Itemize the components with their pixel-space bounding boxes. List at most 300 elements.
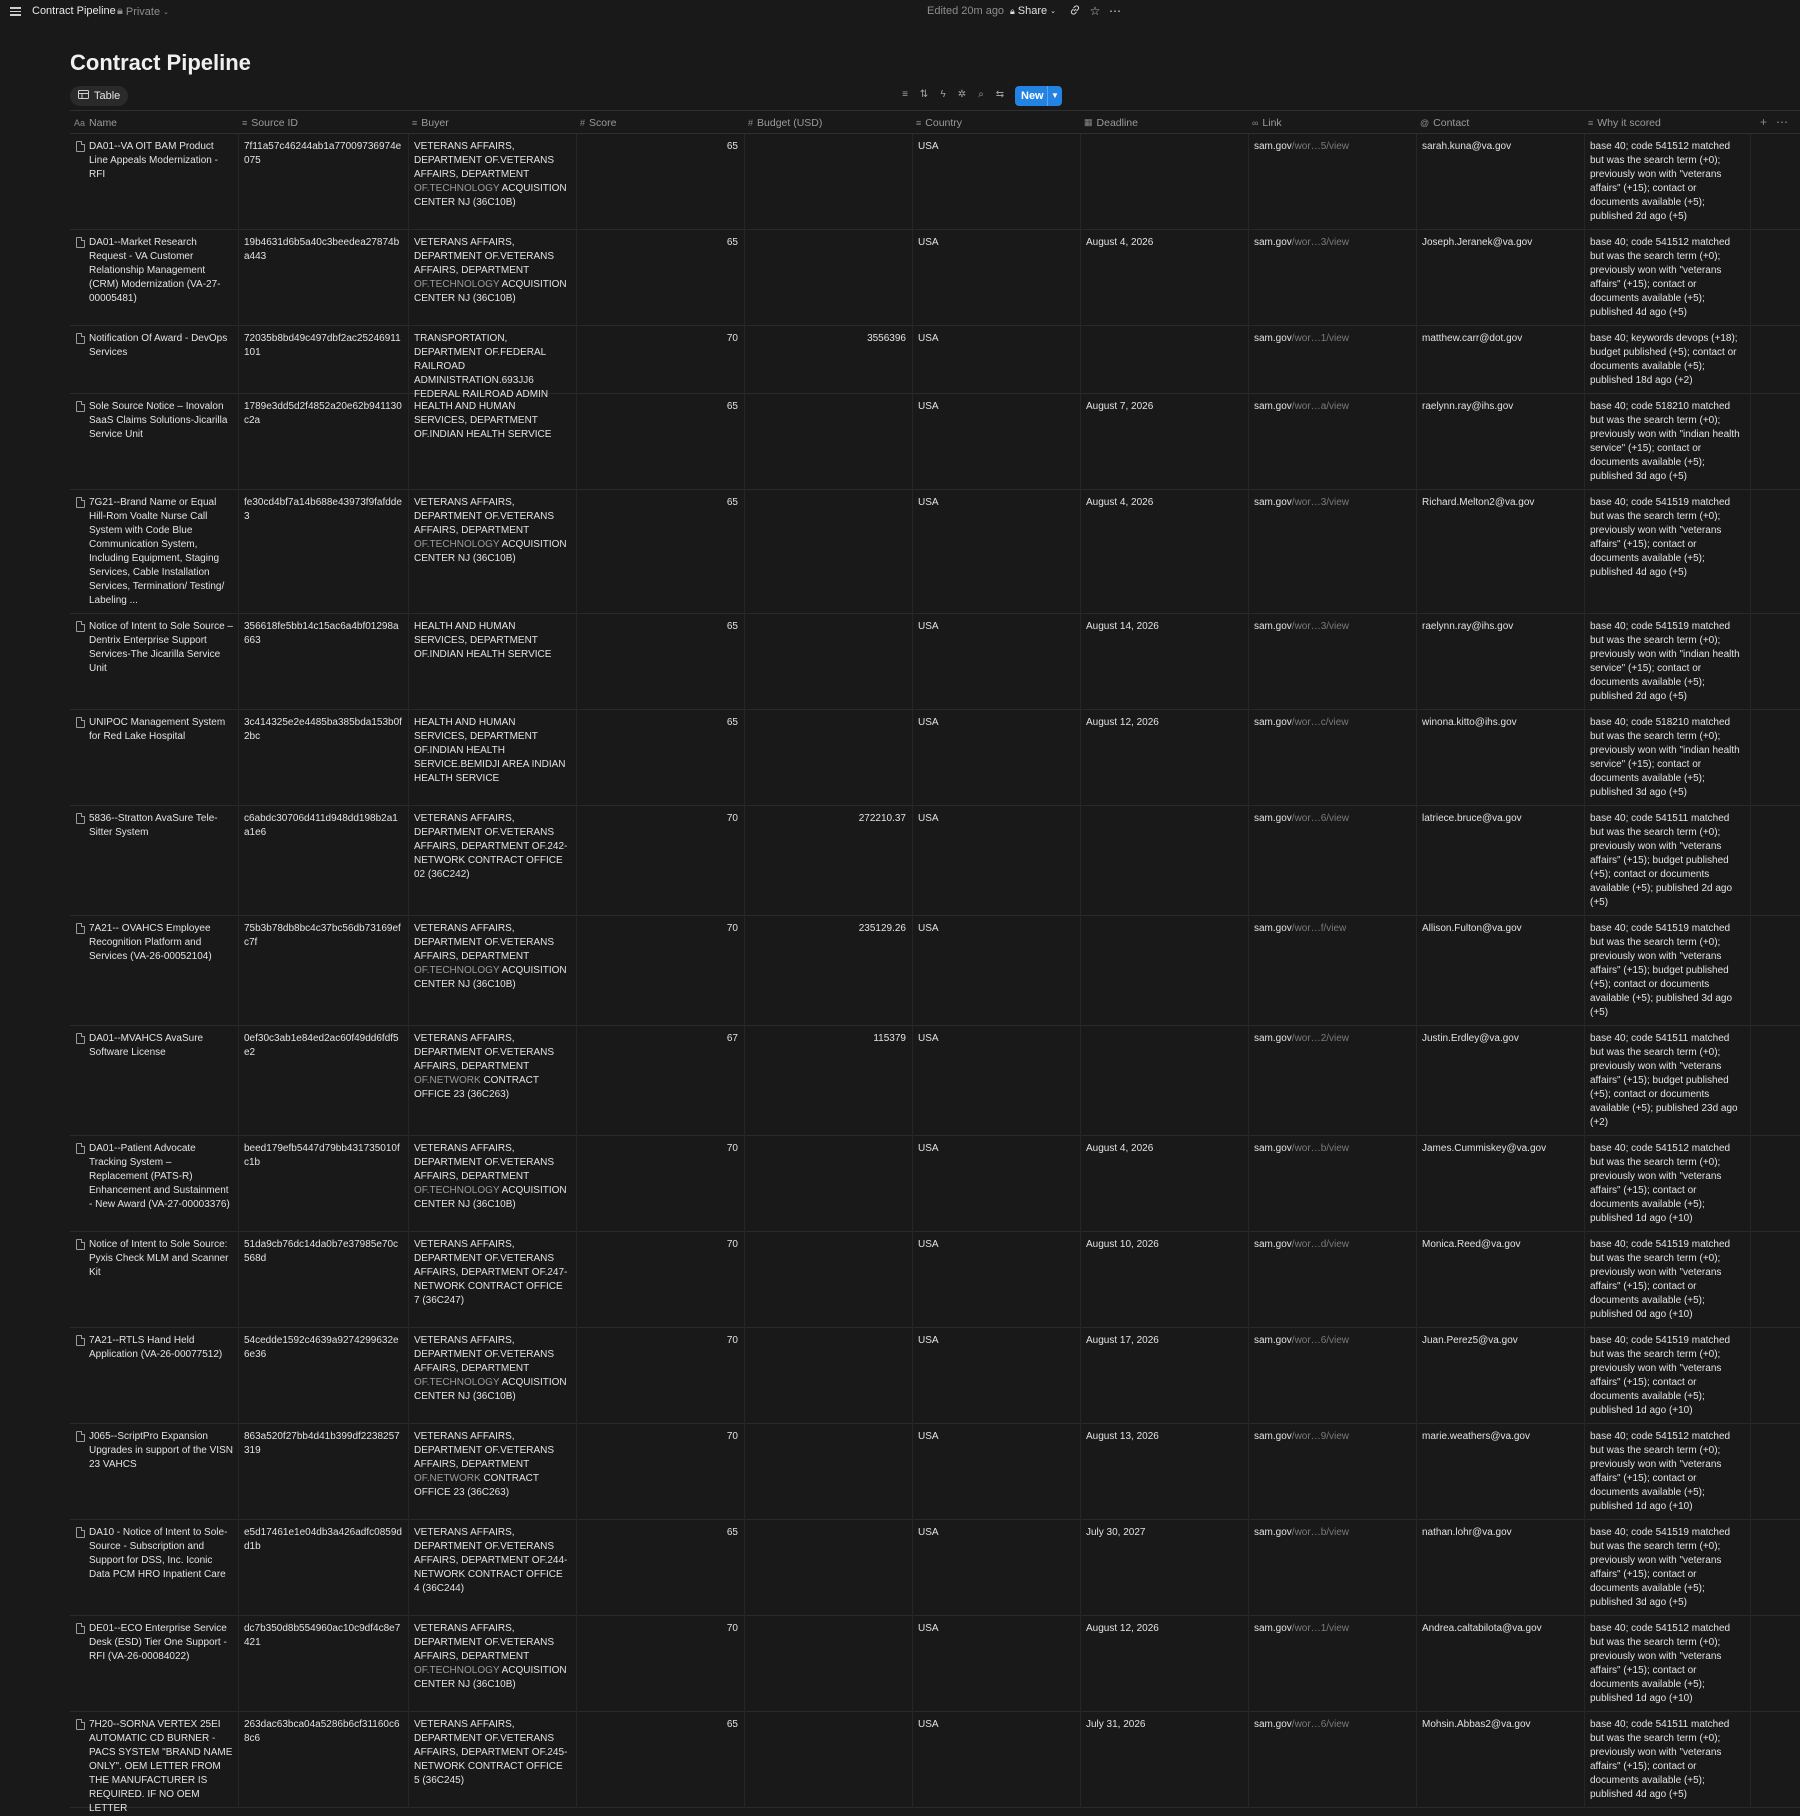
- link-icon[interactable]: [1068, 4, 1082, 18]
- buyer-text: VETERANS AFFAIRS, DEPARTMENT OF.VETERANS AFFAIRS, DEPARTMENT: [414, 141, 555, 180]
- table-row[interactable]: [70, 1424, 1800, 1520]
- link-path[interactable]: /wor…f/view: [1291, 923, 1347, 934]
- link-domain[interactable]: sam.gov: [1254, 1143, 1292, 1154]
- row-title[interactable]: 7G21--Brand Name or Equal Hill-Rom Voalte Nurse Call System with Code Blue Communication System, Including Equipment, Staging Services, Cable Installation Services, Termination/ Testing/ Labeling ...: [89, 497, 225, 606]
- cell-budget[interactable]: 235129.26: [858, 923, 906, 934]
- table-row[interactable]: [70, 134, 1800, 230]
- page-icon: [76, 1143, 85, 1154]
- table-row[interactable]: [70, 1136, 1800, 1232]
- cell-buyer[interactable]: [408, 620, 576, 662]
- buyer-text: VETERANS AFFAIRS, DEPARTMENT OF.VETERANS AFFAIRS, DEPARTMENT: [414, 1335, 555, 1374]
- cell-name[interactable]: [70, 1334, 238, 1362]
- buyer-text-rest: ACQUISITION CENTER NJ (36C10B): [414, 1377, 567, 1402]
- cell-source-id[interactable]: 1789e3dd5d2f4852a20e62b941130c2a: [244, 401, 402, 426]
- cell-why-scored[interactable]: base 40; code 541519 matched but was the search term (+0); previously won with "veterans affairs" (+15); budget published (+5); contact or documents available (+5); published 3d ago (+5): [1590, 923, 1733, 1018]
- cell-budget[interactable]: 3556396: [867, 333, 906, 344]
- link-domain[interactable]: sam.gov: [1254, 1527, 1292, 1538]
- cell-why-scored[interactable]: base 40; code 541511 matched but was the search term (+0); previously won with "veterans affairs" (+15); budget published (+5); contact or documents available (+5); published 23d ago (+2): [1590, 1033, 1738, 1128]
- cell-score[interactable]: 65: [726, 237, 738, 248]
- cell-link[interactable]: [1248, 1142, 1416, 1156]
- row-title[interactable]: J065--ScriptPro Expansion Upgrades in support of the VISN 23 VAHCS: [89, 1431, 233, 1470]
- link-path[interactable]: /wor…a/view: [1291, 401, 1350, 412]
- cell-country[interactable]: USA: [918, 1335, 939, 1346]
- cell-country[interactable]: USA: [918, 621, 939, 632]
- row-title[interactable]: 7A21--RTLS Hand Held Application (VA-26-00077512): [89, 1335, 223, 1360]
- cell-buyer[interactable]: [408, 400, 576, 442]
- link-domain[interactable]: sam.gov: [1254, 717, 1292, 728]
- cell-score[interactable]: 65: [726, 401, 738, 412]
- buyer-text-highlight: OF.TECHNOLOGY: [414, 1185, 500, 1196]
- table-row[interactable]: [70, 916, 1800, 1026]
- cell-why-scored[interactable]: base 40; code 541519 matched but was the search term (+0); previously won with "veterans affairs" (+15); contact or documents available (+5); published 4d ago (+5): [1590, 497, 1731, 578]
- link-path[interactable]: /wor…3/view: [1291, 621, 1350, 632]
- link-path[interactable]: /wor…1/view: [1291, 1623, 1350, 1634]
- cell-deadline[interactable]: August 13, 2026: [1086, 1431, 1159, 1442]
- cell-budget[interactable]: 115379: [873, 1033, 906, 1044]
- cell-why-scored[interactable]: base 40; code 541519 matched but was the search term (+0); previously won with "indian health service" (+15); contact or documents available (+5); published 2d ago (+5): [1590, 621, 1740, 702]
- column-label: Why it scored: [1597, 116, 1661, 129]
- column-divider: [1416, 134, 1417, 1808]
- cell-contact[interactable]: Joseph.Jeranek@va.gov: [1422, 237, 1533, 248]
- lock-icon: 🔒︎: [117, 5, 123, 17]
- link-domain[interactable]: sam.gov: [1254, 333, 1292, 344]
- new-button[interactable]: [1015, 86, 1062, 106]
- cell-source-id[interactable]: 72035b8bd49c497dbf2ac25246911101: [244, 333, 401, 358]
- link-path[interactable]: /wor…9/view: [1291, 1431, 1350, 1442]
- row-title[interactable]: 7A21-- OVAHCS Employee Recognition Platform and Services (VA-26-00052104): [89, 923, 212, 962]
- cell-deadline[interactable]: August 7, 2026: [1086, 401, 1154, 412]
- cell-why-scored[interactable]: base 40; code 541512 matched but was the search term (+0); previously won with "veterans affairs" (+15); contact or documents available (+5); published 1d ago (+10): [1590, 1623, 1731, 1704]
- cell-buyer[interactable]: [408, 1238, 576, 1308]
- cell-score[interactable]: 67: [726, 1033, 738, 1044]
- cell-country[interactable]: USA: [918, 1431, 939, 1442]
- cell-name[interactable]: [70, 1526, 238, 1582]
- cell-link[interactable]: [1248, 1334, 1416, 1348]
- page-icon: [76, 1527, 85, 1538]
- link-path[interactable]: /wor…d/view: [1291, 1239, 1350, 1250]
- text-type-icon: ≡: [1588, 117, 1594, 128]
- column-divider: [744, 134, 745, 1808]
- privacy-selector[interactable]: [117, 5, 169, 18]
- column-header-budget[interactable]: [744, 111, 822, 134]
- cell-link[interactable]: [1248, 1238, 1416, 1252]
- settings-sliders-icon[interactable]: ⇆: [995, 89, 1005, 100]
- buyer-text: HEALTH AND HUMAN SERVICES, DEPARTMENT OF.INDIAN HEALTH SERVICE.BEMIDJI AREA INDIAN HEALTH SERVICE: [414, 717, 566, 784]
- cell-contact[interactable]: Juan.Perez5@va.gov: [1422, 1335, 1518, 1346]
- table-icon: [78, 90, 89, 102]
- table-row[interactable]: [70, 1026, 1800, 1136]
- buyer-text-highlight: OF.TECHNOLOGY: [414, 965, 500, 976]
- buyer-text-rest: CONTRACT OFFICE 23 (36C263): [414, 1473, 539, 1498]
- cell-source-id[interactable]: c6abdc30706d411d948dd198b2a1a1e6: [244, 813, 398, 838]
- cell-score[interactable]: 70: [726, 813, 738, 824]
- tab-label: Table: [94, 90, 121, 102]
- cell-source-id[interactable]: 19b4631d6b5a40c3beedea27874ba443: [244, 237, 400, 262]
- chevron-down-icon: ⌄: [163, 8, 169, 16]
- row-title[interactable]: DA01--Market Research Request - VA Customer Relationship Management (CRM) Modernization (VA-27-00005481): [89, 237, 221, 304]
- table-row[interactable]: [70, 326, 1800, 400]
- column-divider: [576, 134, 577, 1808]
- link-path[interactable]: /wor…b/view: [1291, 1143, 1350, 1154]
- cell-link[interactable]: [1248, 1622, 1416, 1636]
- link-domain[interactable]: sam.gov: [1254, 1033, 1292, 1044]
- table-row[interactable]: [70, 1232, 1800, 1328]
- column-header-source-id[interactable]: [238, 111, 298, 134]
- link-path[interactable]: /wor…b/view: [1291, 1527, 1350, 1538]
- cell-contact[interactable]: raelynn.ray@ihs.gov: [1422, 621, 1514, 632]
- buyer-text: VETERANS AFFAIRS, DEPARTMENT OF.VETERANS AFFAIRS, DEPARTMENT: [414, 923, 555, 962]
- share-button[interactable]: [1010, 5, 1056, 17]
- cell-buyer[interactable]: [408, 332, 576, 402]
- cell-source-id[interactable]: 263dac63bca04a5286b6cf31160c68c6: [244, 1719, 400, 1744]
- page-icon: [76, 1033, 85, 1044]
- search-icon[interactable]: ⌕: [978, 89, 984, 100]
- table-row[interactable]: [70, 490, 1800, 614]
- link-path[interactable]: /wor…3/view: [1291, 237, 1350, 248]
- link-path[interactable]: /wor…6/view: [1291, 1335, 1350, 1346]
- edited-timestamp: Edited 20m ago: [927, 5, 1005, 17]
- cell-name[interactable]: [70, 1142, 238, 1212]
- add-column-icon[interactable]: +: [1760, 115, 1768, 129]
- cell-country[interactable]: USA: [918, 141, 939, 152]
- cell-why-scored[interactable]: base 40; code 518210 matched but was the search term (+0); previously won with "indian health service" (+15); contact or documents available (+5); published 3d ago (+5): [1590, 401, 1740, 482]
- cell-link[interactable]: [1248, 400, 1416, 414]
- buyer-text: HEALTH AND HUMAN SERVICES, DEPARTMENT OF.INDIAN HEALTH SERVICE: [414, 401, 552, 440]
- link-domain[interactable]: sam.gov: [1254, 1431, 1292, 1442]
- cell-deadline[interactable]: August 12, 2026: [1086, 1623, 1159, 1634]
- cell-name[interactable]: [70, 1622, 238, 1664]
- row-title[interactable]: UNIPOC Management System for Red Lake Hospital: [89, 717, 226, 742]
- column-divider: [408, 134, 409, 1808]
- link-domain[interactable]: sam.gov: [1254, 1335, 1292, 1346]
- link-domain[interactable]: sam.gov: [1254, 1623, 1292, 1634]
- cell-source-id[interactable]: e5d17461e1e04db3a426adfc0859dd1b: [244, 1527, 402, 1552]
- cell-country[interactable]: USA: [918, 401, 939, 412]
- column-divider: [238, 134, 239, 1808]
- cell-source-id[interactable]: 0ef30c3ab1e84ed2ac60f49dd6fdf5e2: [244, 1033, 399, 1058]
- cell-link[interactable]: [1248, 332, 1416, 346]
- table-row[interactable]: [70, 230, 1800, 326]
- cell-link[interactable]: [1248, 620, 1416, 634]
- cell-score[interactable]: 70: [726, 1623, 738, 1634]
- cell-buyer[interactable]: [408, 1622, 576, 1692]
- row-title[interactable]: 7H20--SORNA VERTEX 25EI AUTOMATIC CD BURNER - PACS SYSTEM "BRAND NAME ONLY". OEM LETTER FROM THE MANUFACTURER IS REQUIRED. IF NO OEM LETTER: [89, 1719, 233, 1814]
- cell-buyer[interactable]: [408, 236, 576, 306]
- cell-buyer[interactable]: [408, 1526, 576, 1596]
- cell-source-id[interactable]: 75b3b78db8bc4c37bc56db73169efc7f: [244, 923, 401, 948]
- sidebar-menu-icon[interactable]: [10, 5, 22, 19]
- cell-deadline[interactable]: August 14, 2026: [1086, 621, 1159, 632]
- link-path[interactable]: /wor…6/view: [1291, 1719, 1350, 1730]
- cell-contact[interactable]: sarah.kuna@va.gov: [1422, 141, 1512, 152]
- cell-contact[interactable]: Monica.Reed@va.gov: [1422, 1239, 1521, 1250]
- cell-buyer[interactable]: [408, 1430, 576, 1500]
- cell-name[interactable]: [70, 1238, 238, 1280]
- buyer-text: TRANSPORTATION, DEPARTMENT OF.FEDERAL RAILROAD ADMINISTRATION.693JJ6 FEDERAL RAILROAD ADMIN: [414, 333, 549, 400]
- row-title[interactable]: DE01--ECO Enterprise Service Desk (ESD) Tier One Support - RFI (VA-26-00084022): [89, 1623, 227, 1662]
- cell-name[interactable]: [70, 496, 238, 608]
- link-path[interactable]: /wor…6/view: [1291, 813, 1350, 824]
- tab-table-view[interactable]: [70, 86, 128, 106]
- cell-buyer[interactable]: [408, 1334, 576, 1404]
- chevron-down-icon[interactable]: ▼: [1047, 86, 1062, 106]
- link-domain[interactable]: sam.gov: [1254, 237, 1292, 248]
- row-title[interactable]: Notice of Intent to Sole Source – Dentrix Enterprise Support Services-The Jicarilla Service Unit: [89, 621, 233, 674]
- cell-buyer[interactable]: [408, 922, 576, 992]
- column-header-link[interactable]: [1248, 111, 1282, 134]
- cell-name[interactable]: [70, 236, 238, 306]
- cell-deadline[interactable]: August 4, 2026: [1086, 497, 1154, 508]
- cell-source-id[interactable]: 356618fe5bb14c15ac6a4bf01298a663: [244, 621, 399, 646]
- cell-name[interactable]: [70, 620, 238, 676]
- cell-contact[interactable]: James.Cummiskey@va.gov: [1422, 1143, 1547, 1154]
- cell-buyer[interactable]: [408, 1718, 576, 1788]
- cell-score[interactable]: 70: [726, 1335, 738, 1346]
- cell-link[interactable]: [1248, 236, 1416, 250]
- cell-contact[interactable]: Richard.Melton2@va.gov: [1422, 497, 1535, 508]
- cell-why-scored[interactable]: base 40; code 541519 matched but was the search term (+0); previously won with "veterans affairs" (+15); contact or documents available (+5); published 3d ago (+5): [1590, 1527, 1731, 1608]
- cell-country[interactable]: USA: [918, 333, 939, 344]
- row-title[interactable]: Notification Of Award - DevOps Services: [89, 333, 228, 358]
- cell-score[interactable]: 65: [726, 141, 738, 152]
- table-row[interactable]: [70, 710, 1800, 806]
- cell-why-scored[interactable]: base 40; keywords devops (+18); budget published (+5); contact or documents available (+5); published 18d ago (+2): [1590, 333, 1738, 386]
- cell-source-id[interactable]: 54cedde1592c4639a9274299632e6e36: [244, 1335, 399, 1360]
- cell-deadline[interactable]: July 31, 2026: [1086, 1719, 1146, 1730]
- cell-buyer[interactable]: [408, 140, 576, 210]
- cell-country[interactable]: USA: [918, 1143, 939, 1154]
- cell-why-scored[interactable]: base 40; code 541512 matched but was the search term (+0); previously won with "veterans affairs" (+15); contact or documents available (+5); published 4d ago (+5): [1590, 237, 1731, 318]
- link-domain[interactable]: sam.gov: [1254, 497, 1292, 508]
- cell-link[interactable]: [1248, 140, 1416, 154]
- cell-name[interactable]: [70, 140, 238, 182]
- table-row[interactable]: [70, 1328, 1800, 1424]
- cell-buyer[interactable]: [408, 1032, 576, 1102]
- buyer-text: HEALTH AND HUMAN SERVICES, DEPARTMENT OF.INDIAN HEALTH SERVICE: [414, 621, 552, 660]
- cell-score[interactable]: 70: [726, 1431, 738, 1442]
- cell-why-scored[interactable]: base 40; code 541511 matched but was the search term (+0); previously won with "veterans affairs" (+15); contact or documents available (+5); published 4d ago (+5): [1590, 1719, 1730, 1800]
- table-row[interactable]: [70, 1712, 1800, 1814]
- link-domain[interactable]: sam.gov: [1254, 1719, 1292, 1730]
- cell-source-id[interactable]: 863a520f27bb4d41b399df2238257319: [244, 1431, 400, 1456]
- cell-name[interactable]: [70, 1718, 238, 1816]
- cell-budget[interactable]: 272210.37: [858, 813, 906, 824]
- buyer-text-highlight: OF.TECHNOLOGY: [414, 279, 500, 290]
- cell-source-id[interactable]: 7f11a57c46244ab1a77009736974e075: [244, 141, 402, 166]
- cell-score[interactable]: 65: [726, 1527, 738, 1538]
- cell-deadline[interactable]: August 10, 2026: [1086, 1239, 1159, 1250]
- page-icon: [76, 717, 85, 728]
- cell-link[interactable]: [1248, 1718, 1416, 1732]
- cell-buyer[interactable]: [408, 716, 576, 786]
- text-type-icon: ≡: [916, 117, 922, 128]
- row-title[interactable]: DA01--VA OIT BAM Product Line Appeals Modernization - RFI: [89, 141, 218, 180]
- link-domain[interactable]: sam.gov: [1254, 401, 1292, 412]
- more-options-icon[interactable]: ⋯: [1776, 115, 1788, 129]
- cell-why-scored[interactable]: base 40; code 541519 matched but was the search term (+0); previously won with "veterans affairs" (+15); contact or documents available (+5); published 1d ago (+10): [1590, 1335, 1731, 1416]
- row-title[interactable]: DA01--MVAHCS AvaSure Software License: [89, 1033, 204, 1058]
- cell-score[interactable]: 70: [726, 1239, 738, 1250]
- page-icon: [76, 923, 85, 934]
- page-icon: [76, 237, 85, 248]
- cell-why-scored[interactable]: base 40; code 541512 matched but was the search term (+0); previously won with "veterans affairs" (+15); contact or documents available (+5); published 2d ago (+5): [1590, 141, 1731, 222]
- buyer-text-highlight: OF.TECHNOLOGY: [414, 539, 500, 550]
- cell-source-id[interactable]: beed179efb5447d79bb431735010fc1b: [244, 1143, 400, 1168]
- cell-link[interactable]: [1248, 1526, 1416, 1540]
- cell-country[interactable]: USA: [918, 1239, 939, 1250]
- at-sign-icon: @: [1420, 117, 1430, 128]
- page-icon: [76, 497, 85, 508]
- column-header-buyer[interactable]: [408, 111, 449, 134]
- column-label: Source ID: [251, 116, 298, 129]
- cell-score[interactable]: 65: [726, 497, 738, 508]
- cell-why-scored[interactable]: base 40; code 541512 matched but was the search term (+0); previously won with "veterans affairs" (+15); contact or documents available (+5); published 1d ago (+10): [1590, 1143, 1731, 1224]
- cell-why-scored[interactable]: base 40; code 541511 matched but was the search term (+0); previously won with "veterans affairs" (+15); budget published (+5); contact or documents available (+5); published 2d ago (+5): [1590, 813, 1733, 908]
- table-row[interactable]: [70, 1520, 1800, 1616]
- cell-contact[interactable]: Allison.Fulton@va.gov: [1422, 923, 1522, 934]
- cell-deadline[interactable]: August 12, 2026: [1086, 717, 1159, 728]
- link-path[interactable]: /wor…1/view: [1291, 333, 1350, 344]
- row-title[interactable]: Sole Source Notice – Inovalon SaaS Claims Solutions-Jicarilla Service Unit: [89, 401, 228, 440]
- column-header-country[interactable]: [912, 111, 962, 134]
- cell-buyer[interactable]: [408, 496, 576, 566]
- page-icon: [76, 401, 85, 412]
- link-domain[interactable]: sam.gov: [1254, 923, 1292, 934]
- row-title[interactable]: DA10 - Notice of Intent to Sole-Source - Subscription and Support for DSS, Inc. Iconic Data PCM HRO Inpatient Care: [89, 1527, 228, 1580]
- column-header-why-scored[interactable]: [1584, 111, 1661, 134]
- cell-deadline[interactable]: August 4, 2026: [1086, 1143, 1154, 1154]
- buyer-text-highlight: OF.TECHNOLOGY: [414, 183, 500, 194]
- column-header-score[interactable]: [576, 111, 616, 134]
- table-row[interactable]: [70, 614, 1800, 710]
- column-header-contact[interactable]: [1416, 111, 1469, 134]
- cell-country[interactable]: USA: [918, 1033, 939, 1044]
- link-domain[interactable]: sam.gov: [1254, 813, 1292, 824]
- sort-icon[interactable]: ⇅: [919, 89, 929, 100]
- cell-name[interactable]: [70, 400, 238, 442]
- cell-score[interactable]: 65: [726, 1719, 738, 1730]
- column-label: Contact: [1433, 116, 1470, 129]
- cell-link[interactable]: [1248, 1032, 1416, 1046]
- cell-country[interactable]: USA: [918, 1719, 939, 1730]
- table-row[interactable]: [70, 394, 1800, 490]
- cell-buyer[interactable]: [408, 812, 576, 882]
- cell-deadline[interactable]: August 4, 2026: [1086, 237, 1154, 248]
- cell-country[interactable]: USA: [918, 923, 939, 934]
- cell-country[interactable]: USA: [918, 1623, 939, 1634]
- cell-country[interactable]: USA: [918, 497, 939, 508]
- more-options-icon[interactable]: ⋯: [1109, 4, 1121, 18]
- cell-contact[interactable]: Justin.Erdley@va.gov: [1422, 1033, 1519, 1044]
- row-title[interactable]: DA01--Patient Advocate Tracking System – Replacement (PATS-R) Enhancement and Sustainment - New Award (VA-27-00003376): [89, 1143, 230, 1210]
- cell-link[interactable]: [1248, 496, 1416, 510]
- cell-source-id[interactable]: fe30cd4bf7a14b688e43973f9fafdde3: [244, 497, 402, 522]
- cell-why-scored[interactable]: base 40; code 541512 matched but was the search term (+0); previously won with "veterans affairs" (+15); contact or documents available (+5); published 1d ago (+10): [1590, 1431, 1731, 1512]
- cell-name[interactable]: [70, 922, 238, 964]
- link-domain[interactable]: sam.gov: [1254, 621, 1292, 632]
- cell-name[interactable]: [70, 716, 238, 744]
- cell-contact[interactable]: winona.kitto@ihs.gov: [1422, 717, 1517, 728]
- share-label: Share: [1017, 5, 1048, 17]
- cell-score[interactable]: 70: [726, 1143, 738, 1154]
- automation-icon[interactable]: ϟ: [940, 89, 946, 100]
- cell-country[interactable]: USA: [918, 813, 939, 824]
- link-path[interactable]: /wor…c/view: [1291, 717, 1349, 728]
- cell-link[interactable]: [1248, 922, 1416, 936]
- cell-deadline[interactable]: August 17, 2026: [1086, 1335, 1159, 1346]
- cell-score[interactable]: 70: [726, 333, 738, 344]
- cell-name[interactable]: [70, 1032, 238, 1060]
- cell-deadline[interactable]: July 30, 2027: [1086, 1527, 1146, 1538]
- filter-icon[interactable]: ≡: [902, 89, 908, 100]
- cell-link[interactable]: [1248, 812, 1416, 826]
- cell-contact[interactable]: latriece.bruce@va.gov: [1422, 813, 1522, 824]
- row-title[interactable]: 5836--Stratton AvaSure Tele-Sitter System: [89, 813, 218, 838]
- cell-source-id[interactable]: 3c414325e2e4485ba385bda153b0f2bc: [244, 717, 402, 742]
- cell-why-scored[interactable]: base 40; code 541519 matched but was the search term (+0); previously won with "veterans affairs" (+15); contact or documents available (+5); published 0d ago (+10): [1590, 1239, 1731, 1320]
- star-icon[interactable]: ☆: [1089, 4, 1101, 18]
- buyer-text: VETERANS AFFAIRS, DEPARTMENT OF.VETERANS AFFAIRS, DEPARTMENT OF.244-NETWORK CONTRACT OFFICE 4 (36C244): [414, 1527, 568, 1594]
- link-domain[interactable]: sam.gov: [1254, 1239, 1292, 1250]
- page-icon: [76, 1239, 85, 1250]
- cell-country[interactable]: USA: [918, 717, 939, 728]
- buyer-text: VETERANS AFFAIRS, DEPARTMENT OF.VETERANS AFFAIRS, DEPARTMENT: [414, 1431, 555, 1470]
- ai-sparkle-icon[interactable]: ✲: [957, 89, 967, 100]
- link-path[interactable]: /wor…5/view: [1291, 141, 1350, 152]
- row-title[interactable]: Notice of Intent to Sole Source: Pyxis Check MLM and Scanner Kit: [89, 1239, 229, 1278]
- cell-country[interactable]: USA: [918, 237, 939, 248]
- breadcrumb-title[interactable]: Contract Pipeline: [32, 5, 116, 17]
- link-path[interactable]: /wor…2/view: [1291, 1033, 1350, 1044]
- cell-name[interactable]: [70, 332, 238, 360]
- cell-score[interactable]: 65: [726, 717, 738, 728]
- column-header-deadline[interactable]: [1080, 111, 1138, 134]
- link-path[interactable]: /wor…3/view: [1291, 497, 1350, 508]
- cell-contact[interactable]: nathan.lohr@va.gov: [1422, 1527, 1512, 1538]
- cell-country[interactable]: USA: [918, 1527, 939, 1538]
- cell-contact[interactable]: raelynn.ray@ihs.gov: [1422, 401, 1514, 412]
- cell-source-id[interactable]: dc7b350d8b554960ac10c9df4c8e7421: [244, 1623, 401, 1648]
- cell-name[interactable]: [70, 812, 238, 840]
- buyer-text-rest: CONTRACT OFFICE 23 (36C263): [414, 1075, 539, 1100]
- cell-why-scored[interactable]: base 40; code 518210 matched but was the search term (+0); previously won with "indian health service" (+15); contact or documents available (+5); published 3d ago (+5): [1590, 717, 1740, 798]
- cell-contact[interactable]: Mohsin.Abbas2@va.gov: [1422, 1719, 1531, 1730]
- cell-contact[interactable]: marie.weathers@va.gov: [1422, 1431, 1530, 1442]
- buyer-text: VETERANS AFFAIRS, DEPARTMENT OF.VETERANS AFFAIRS, DEPARTMENT OF.247-NETWORK CONTRACT OFFICE 7 (36C247): [414, 1239, 568, 1306]
- cell-link[interactable]: [1248, 716, 1416, 730]
- cell-score[interactable]: 65: [726, 621, 738, 632]
- buyer-text-rest: ACQUISITION CENTER NJ (36C10B): [414, 183, 567, 208]
- link-domain[interactable]: sam.gov: [1254, 141, 1292, 152]
- table-row[interactable]: [70, 806, 1800, 916]
- buyer-text-highlight: OF.NETWORK: [414, 1473, 481, 1484]
- cell-buyer[interactable]: [408, 1142, 576, 1212]
- page-icon: [76, 1431, 85, 1442]
- cell-link[interactable]: [1248, 1430, 1416, 1444]
- cell-name[interactable]: [70, 1430, 238, 1472]
- column-header-name[interactable]: [70, 111, 117, 134]
- table-row[interactable]: [70, 1616, 1800, 1712]
- cell-contact[interactable]: matthew.carr@dot.gov: [1422, 333, 1523, 344]
- cell-score[interactable]: 70: [726, 923, 738, 934]
- cell-source-id[interactable]: 51da9cb76dc14da0b7e37985e70c568d: [244, 1239, 399, 1264]
- buyer-text-rest: ACQUISITION CENTER NJ (36C10B): [414, 539, 567, 564]
- database-table: [70, 110, 1800, 1814]
- number-type-icon: #: [748, 117, 754, 128]
- buyer-text: VETERANS AFFAIRS, DEPARTMENT OF.VETERANS AFFAIRS, DEPARTMENT OF.245-NETWORK CONTRACT OFFICE 5 (36C245): [414, 1719, 568, 1786]
- number-type-icon: #: [580, 117, 586, 128]
- cell-contact[interactable]: Andrea.caltabilota@va.gov: [1422, 1623, 1542, 1634]
